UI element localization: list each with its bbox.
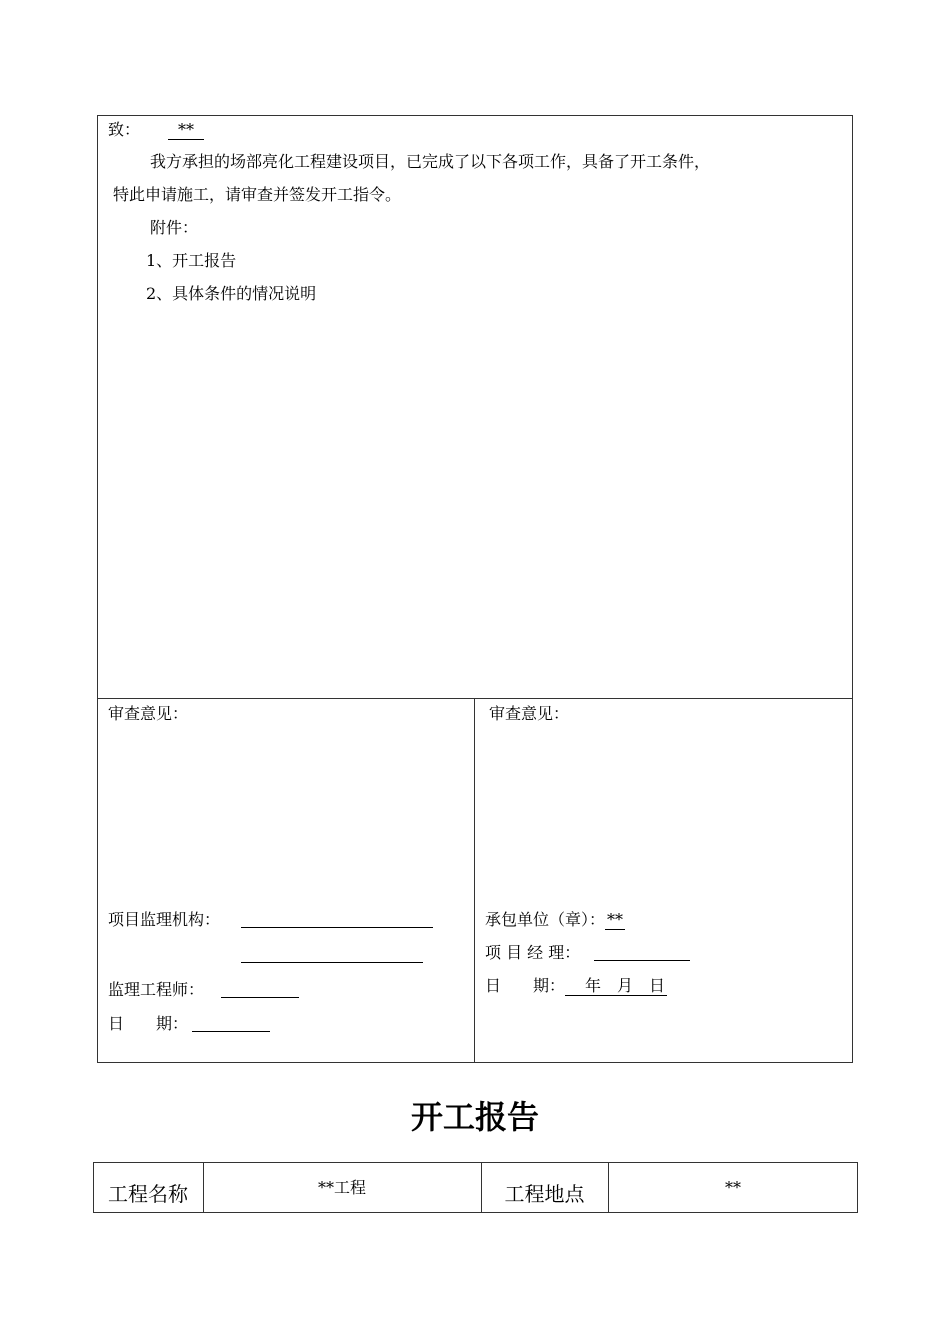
supervision-org-blank-2	[241, 962, 423, 963]
project-name-value: **工程	[317, 1178, 366, 1197]
project-location-value: **	[725, 1178, 741, 1197]
project-location-label: 工程地点	[504, 1182, 585, 1206]
supervision-org-label: 项目监理机构：	[108, 910, 221, 929]
attachments-label: 附件：	[150, 218, 199, 237]
supervision-org-blank-1	[241, 927, 433, 928]
contractor-date-line	[485, 976, 667, 996]
project-name-label: 工程名称	[108, 1182, 188, 1206]
project-manager-blank	[594, 960, 690, 961]
contractor-date-value: 年 月 日	[565, 976, 667, 996]
addressee-label: 致：	[108, 120, 141, 139]
supervision-review-label: 审查意见：	[108, 704, 189, 723]
attachment-item-1: 1、开工报告	[146, 251, 237, 270]
contractor-date-label: 日 期：	[485, 976, 566, 995]
supervisor-blank	[221, 997, 299, 998]
contractor-label: 承包单位（章）：	[485, 910, 606, 929]
contractor-review-label: 审查意见：	[489, 704, 570, 723]
addressee-value: **	[168, 120, 204, 140]
supervision-org-line	[108, 910, 220, 930]
supervision-date-label: 日 期：	[108, 1014, 189, 1033]
form-divider-vertical	[474, 698, 475, 1063]
attachment-item-2: 2、具体条件的情况说明	[146, 284, 317, 303]
supervision-date-blank	[192, 1031, 270, 1032]
contractor-value: **	[607, 910, 624, 929]
addressee-line	[108, 120, 204, 140]
project-manager-label: 项 目 经 理：	[485, 943, 581, 962]
supervisor-label: 监理工程师：	[108, 980, 205, 999]
form-divider-horizontal	[97, 698, 853, 699]
report-title: 开工报告	[410, 1098, 539, 1136]
contractor-line	[485, 910, 625, 930]
body-text-line-1: 我方承担的场部亮化工程建设项目，已完成了以下各项工作，具备了开工条件，	[150, 152, 711, 171]
body-text-line-2: 特此申请施工，请审查并签发开工指令。	[113, 185, 402, 204]
